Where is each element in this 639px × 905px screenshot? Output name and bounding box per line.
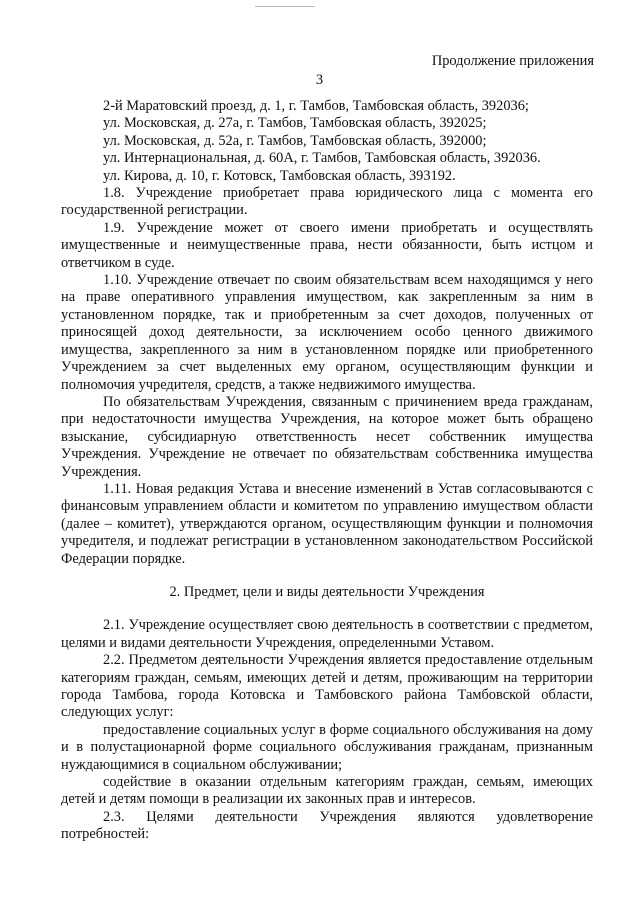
paragraph-2-2-item-1: предоставление социальных услуг в форме социального обслуживания на дому и в полустационарной форме социального обслуживания гражданам, признанным нуждающимися в социальном обслуживании;: [61, 721, 593, 773]
body-text: [61, 98, 593, 844]
paragraph-2-3: 2.3. Целями деятельности Учреждения являются удовлетворение потребностей:: [61, 808, 593, 843]
address-line: 2-й Маратовский проезд, д. 1, г. Тамбов, Тамбовская область, 392036;: [103, 98, 529, 114]
page-number: 3: [315, 72, 324, 88]
paragraph-1-8: 1.8. Учреждение приобретает права юридического лица с момента его государственной регистрации.: [61, 185, 593, 219]
paragraph-1-10-continued: По обязательствам Учреждения, связанным с причинением вреда гражданам, при недостаточности имущества Учреждения, на которое может быть обращено взыскание, субсидиарную ответственность несет собственник имущества Учреждения. Учреждение не отвечает по обязательствам собственника имущества Учреждения.: [61, 393, 593, 480]
address-line: ул. Кирова, д. 10, г. Котовск, Тамбовская область, 393192.: [103, 167, 456, 184]
paragraph-1-9: 1.9. Учреждение может от своего имени приобретать и осуществлять имущественные и неимущественные права, нести обязанности, быть истцом и ответчиком в суде.: [61, 219, 593, 271]
address-line: ул. Московская, д. 27а, г. Тамбов, Тамбовская область, 392025;: [103, 115, 487, 132]
continuation-note: Продолжение приложения: [431, 53, 594, 69]
address-line: ул. Московская, д. 52а, г. Тамбов, Тамбовская область, 392000;: [103, 132, 487, 149]
paragraph-2-2: 2.2. Предметом деятельности Учреждения является предоставление отдельным категориям граждан, семьям, имеющих детей и детям, проживающим на территории города Тамбова, города Котовска и Тамбовского района Тамбовской области, следующих услуг:: [61, 652, 593, 721]
paragraph-2-1: 2.1. Учреждение осуществляет свою деятельность в соответствии с предметом, целями и видами деятельности Учреждения, определенными Уставом.: [61, 617, 593, 651]
paragraph-1-10: 1.10. Учреждение отвечает по своим обязательствам всем находящимся у него на праве оперативного управления имуществом, как закрепленным за ним в установленном порядке, так и приобретенным за счет доходов, полученных от приносящей доход деятельности, за исключением особо ценного движимого имущества, закрепленного за ним в установленном порядке или приобретенного Учреждением за счет выделенных ему органом, осуществляющим функции и полномочия учредителя, средств, а также недвижимого имущества.: [61, 272, 593, 393]
address-line: ул. Интернациональная, д. 60А, г. Тамбов, Тамбовская область, 392036.: [103, 150, 541, 167]
paragraph-1-11: 1.11. Новая редакция Устава и внесение изменений в Устав согласовываются с финансовым управлением области и комитетом по управлению имуществом области (далее – комитет), утверждаются органом, осуществляющим функции и полномочия учредителя, и подлежат регистрации в установленном законодательством Российской Федерации порядке.: [61, 480, 593, 567]
paragraph-2-2-item-2: содействие в оказании отдельным категориям граждан, семьям, имеющих детей и детям помощи в реализации их законных прав и интересов.: [61, 774, 593, 808]
section-2-title: 2. Предмет, цели и виды деятельности Учреждения: [169, 583, 485, 600]
scan-artifact-line: [255, 6, 315, 7]
